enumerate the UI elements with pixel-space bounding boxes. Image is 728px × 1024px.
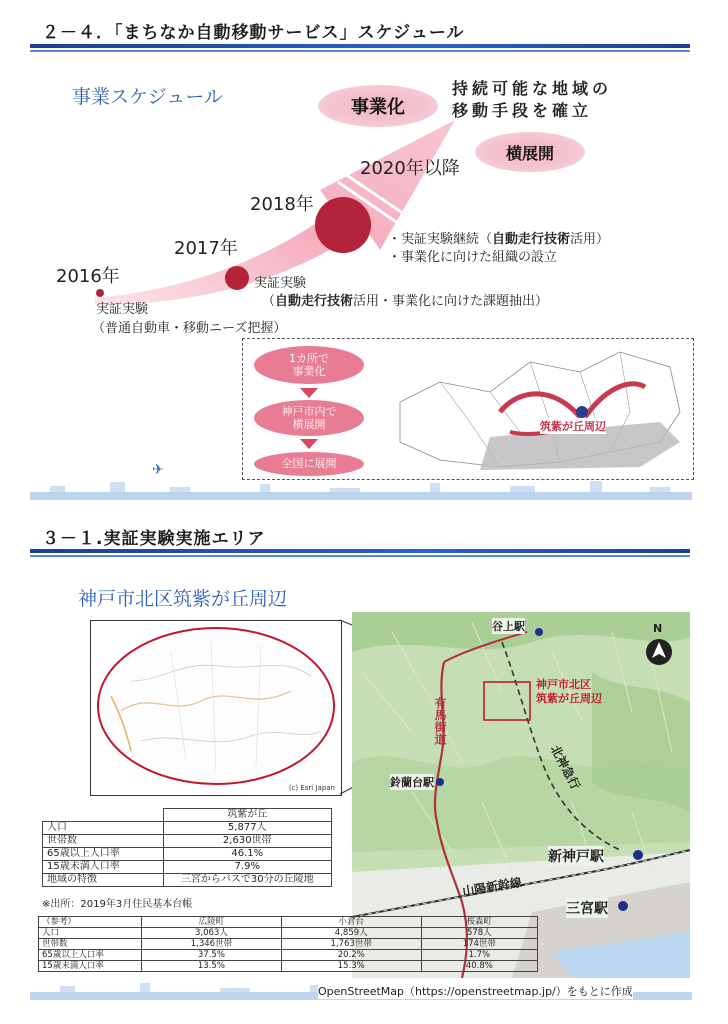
tsukushigaoka-stats-table bbox=[42, 808, 332, 887]
map-label-tsukushigaoka: 筑紫が丘周辺 bbox=[540, 420, 606, 433]
table-row: （参考） 広陵町 小倉台 桜森町 bbox=[39, 917, 538, 928]
flow-step-3: 全国に展開 bbox=[254, 452, 364, 476]
note-2018-line1: ・実証実験継続（自動走行技術活用） bbox=[388, 232, 610, 247]
esri-credit: (c) Esri Japan bbox=[288, 784, 335, 792]
reference-stats-table bbox=[38, 916, 538, 972]
map-credit: OpenStreetMap（https://openstreetmap.jp/）をもとに作成 bbox=[318, 985, 633, 998]
section1-title-bar bbox=[30, 44, 690, 48]
flow-step-2: 神戸市内で 横展開 bbox=[254, 400, 364, 436]
road-arima-kaido: 有馬街道 bbox=[433, 697, 447, 745]
note-2017-line2: （自動走行技術活用・事業化に向けた課題抽出） bbox=[262, 294, 549, 309]
station-suzurandai: 鈴蘭台駅 bbox=[390, 776, 434, 789]
year-2020: 2020年以降 bbox=[360, 158, 460, 179]
line-hokushin: 北神急行 bbox=[547, 742, 583, 792]
table-source-note: ※出所：2019年3月住民基本台帳 bbox=[42, 899, 193, 910]
year-2018: 2018年 bbox=[250, 194, 314, 215]
table-row: 65歳以上人口率 37.5% 20.2% 1.7% bbox=[39, 950, 538, 961]
table-row: 世帯数 1,346世帯 1,763世帯 174世帯 bbox=[39, 939, 538, 950]
flow-arrow-1 bbox=[300, 388, 318, 398]
table-row: 人口 3,063人 4,859人 578人 bbox=[39, 928, 538, 939]
airplane-icon: ✈ bbox=[152, 462, 164, 478]
kobe-area-map bbox=[380, 342, 688, 476]
table-row: 15歳未満人口率 13.5% 15.3% 40.8% bbox=[39, 961, 538, 972]
table-row: 人口 5,877人 bbox=[43, 822, 332, 835]
table-row: 15歳未満人口率 7.9% bbox=[43, 861, 332, 874]
station-tanigami: 谷上駅 bbox=[492, 620, 525, 633]
flow-arrow-2 bbox=[300, 439, 318, 449]
table-row: 地域の特徴 三宮からバスで30分の丘陵地 bbox=[43, 874, 332, 887]
section2-title-bar bbox=[30, 549, 690, 553]
note-2018-line2: ・事業化に向けた組織の設立 bbox=[388, 250, 558, 265]
station-sannomiya: 三宮駅 bbox=[566, 898, 608, 918]
bubble-jigyoka: 事業化 bbox=[318, 85, 438, 127]
table-header: 筑紫が丘 bbox=[163, 809, 332, 822]
table-row: 世帯数 2,630世帯 bbox=[43, 835, 332, 848]
goal-line-1: 持続可能な地域の bbox=[452, 79, 613, 98]
section1-title-bar-thin bbox=[30, 50, 690, 52]
line-sanyo-shinkansen: 山陽新幹線 bbox=[461, 875, 523, 899]
year-2017: 2017年 bbox=[174, 238, 238, 259]
note-2016-line1: 実証実験 bbox=[96, 302, 149, 317]
bubble-yokotenkai: 横展開 bbox=[475, 132, 585, 172]
table-row bbox=[43, 809, 332, 822]
note-2017-line1: 実証実験 bbox=[254, 276, 307, 291]
section2-title: ３－１.実証実験実施エリア bbox=[42, 529, 266, 549]
map-area-label bbox=[536, 678, 602, 706]
section2-title-bar-thin bbox=[30, 555, 690, 557]
station-shinkobe: 新神戸駅 bbox=[548, 846, 604, 866]
city-skyline-decoration bbox=[30, 478, 692, 500]
north-indicator: N bbox=[653, 622, 663, 635]
area-subtitle: 神戸市北区筑紫が丘周辺 bbox=[78, 588, 288, 610]
inset-street-map bbox=[91, 621, 341, 795]
goal-line-2: 移動手段を確立 bbox=[452, 101, 593, 120]
map-area-label-1: 神戸市北区 bbox=[536, 678, 591, 691]
year-2016: 2016年 bbox=[56, 266, 120, 287]
section1-title: ２－４．「まちなか自動移動サービス」スケジュール bbox=[42, 23, 465, 43]
schedule-subtitle: 事業スケジュール bbox=[72, 86, 223, 108]
table-row: 65歳以上人口率 46.1% bbox=[43, 848, 332, 861]
inset-map-frame bbox=[90, 620, 342, 796]
flow-step-1: 1カ所で 事業化 bbox=[254, 346, 364, 384]
map-area-label-2: 筑紫が丘周辺 bbox=[536, 692, 602, 705]
note-2016-line2: （普通自動車・移動ニーズ把握） bbox=[92, 321, 287, 336]
